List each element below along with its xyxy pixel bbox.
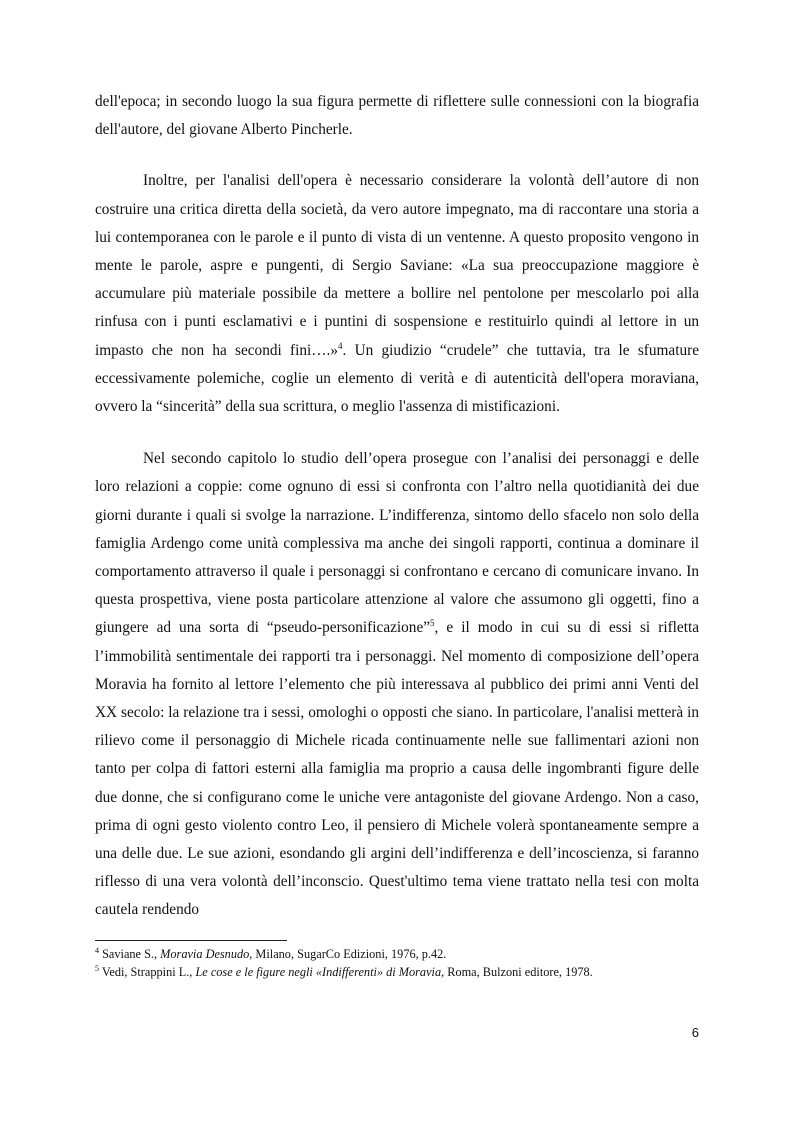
footnote-publisher: , Milano, SugarCo Edizioni, 1976, p.42. [249,947,447,961]
paragraph-3-text: Nel secondo capitolo lo studio dell’opera prosegue con l’analisi dei personaggi e delle loro relazioni a coppie: come ognuno di essi si confronta con l’altro nella quotidianità dei due giorni durante i quali si svolge la narrazione. L’indifferenza, sintomo dello sfacelo non solo della famiglia Ardengo come unità complessiva ma anche dei singoli rapporti, continua a dominare il comportamento attraverso il quale i personaggi si confrontano e cercano di comunicare invano. In questa prospettiva, viene posta particolare attenzione al valore che assumono gli oggetti, fino a giungere ad una sorta di “pseudo-personificazione” [95,450,699,637]
footnotes [95,946,699,981]
page-number: 6 [691,1025,699,1040]
paragraph-1: dell'epoca; in secondo luogo la sua figura permette di riflettere sulle connessioni con la biografia dell'autore, del giovane Alberto Pincherle. [95,93,699,139]
footnote-separator [95,940,287,941]
footnote-author: Vedi, Strappini L., [101,964,196,979]
footnote-title: Le cose e le figure negli «Indifferenti» di Moravia [195,964,442,979]
footnote-publisher: , Roma, Bulzoni editore, 1978. [441,964,593,979]
footnote-number: 5 [95,963,99,973]
paragraph-2-tail: . Un giudizio “crudele” che tuttavia, tra le sfumature eccessivamente polemiche, coglie un elemento di verità e di autenticità dell'opera moraviana, ovvero la “sincerità” della sua scrittura, o meglio l'assenza di mistificazioni. [95,341,699,416]
footnote-author: Saviane S., [102,947,161,961]
paragraph-3-tail: , e il modo in cui su di essi si rifletta l’immobilità sentimentale dei rapporti tra i personaggi. Nel momento di composizione dell’opera Moravia ha fornito al lettore l’elemento che più interessava al pubblico dei primi anni Venti del XX secolo: la relazione tra i sessi, omologhi o opposti che siano. In particolare, l'analisi metterà in rilievo come il personaggio di Michele ricada continuamente nelle sue fallimentari azioni non tanto per colpa di fattori esterni alla famiglia ma proprio a causa delle ingombranti figure delle due donne, che si configurano come le uniche vere antagoniste del giovane Ardengo. Non a caso, prima di ogni gesto violento contro Leo, il pensiero di Michele volerà spontaneamente sempre a una delle due. Le sue azioni, esondando gli argini dell’indifferenza e dell’incoscienza, si faranno riflesso di una vera volontà dell’inconscio. Quest'ultimo tema viene trattato nella tesi con molta cautela rendendo [95,619,700,919]
footnote-title: Moravia Desnudo [160,947,250,961]
footnote-ref-4[interactable]: 4 [338,340,343,351]
footnote-number: 4 [95,946,99,955]
paragraph-3 [95,445,699,924]
footnote-5 [95,964,699,982]
paragraph-2-text: Inoltre, per l'analisi dell'opera è necessario considerare la volontà dell’autore di non costruire una critica diretta della società, da vero autore impegnato, ma di raccontare una storia a lui contemporanea con le parole e il punto di vista di un ventenne. A questo proposito vengono in mente le parole, aspre e pungenti, di Sergio Saviane: «La sua preoccupazione maggiore è accumulare più materiale possibile da mettere a bollire nel pentolone per mescolarlo poi alla rinfusa con i punti esclamativi e i puntini di sospensione e restituirlo quindi al lettore in un impasto che non ha secondi fini….» [95,172,699,359]
footnote-ref-5[interactable]: 5 [430,618,435,629]
paragraph-2 [95,167,699,421]
page-body [95,88,699,925]
footnote-4 [95,946,699,964]
